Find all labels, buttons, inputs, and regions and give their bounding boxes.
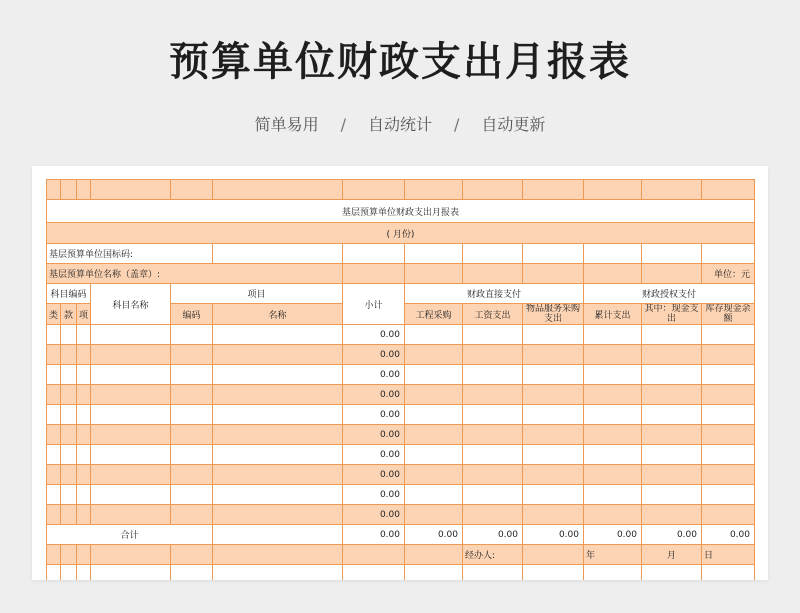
total-row: [47, 525, 755, 545]
unit-name-row: [47, 264, 755, 284]
row-subtotal-cell[interactable]: 0.00: [343, 465, 405, 485]
total-deposit-balance[interactable]: 0.00: [702, 525, 755, 545]
table-row: [47, 385, 755, 405]
header-name[interactable]: 名称: [213, 304, 343, 325]
header-cumulative[interactable]: 累计支出: [584, 304, 642, 325]
page-title: 预算单位财政支出月报表: [169, 39, 631, 85]
footer-row: [47, 545, 755, 565]
blank-top-row: [47, 180, 755, 200]
table-row: [47, 485, 755, 505]
month-row: [47, 223, 755, 244]
spreadsheet-card: [32, 166, 768, 580]
unit-code-label[interactable]: 基层预算单位国标码:: [47, 244, 213, 264]
header-subject-code[interactable]: 科目编码: [47, 284, 91, 304]
row-subtotal-cell[interactable]: 0.00: [343, 405, 405, 425]
total-engineering[interactable]: 0.00: [405, 525, 463, 545]
header-row-1: [47, 284, 755, 304]
handler-label[interactable]: 经办人:: [463, 545, 523, 565]
row-subtotal-cell[interactable]: 0.00: [343, 365, 405, 385]
header-wages[interactable]: 工资支出: [463, 304, 523, 325]
currency-unit-label[interactable]: 单位：元: [702, 264, 755, 284]
header-kuan[interactable]: 款: [61, 304, 77, 325]
table-row: [47, 505, 755, 525]
header-goods-services[interactable]: 物品服务采购支出: [523, 304, 584, 325]
total-cumulative[interactable]: 0.00: [584, 525, 642, 545]
total-goods-services[interactable]: 0.00: [523, 525, 584, 545]
table-row: [47, 445, 755, 465]
report-table: [46, 179, 755, 580]
total-label[interactable]: 合计: [47, 525, 213, 545]
header-project[interactable]: 项目: [171, 284, 343, 304]
sheet-title[interactable]: 基层预算单位财政支出月报表: [47, 200, 755, 223]
subtitle-separator: /: [340, 115, 346, 134]
table-row: [47, 405, 755, 425]
sheet-title-row: [47, 200, 755, 223]
row-subtotal-cell[interactable]: 0.00: [343, 345, 405, 365]
row-subtotal-cell[interactable]: 0.00: [343, 385, 405, 405]
header-xiang[interactable]: 项: [77, 304, 91, 325]
blank-bottom-row: [47, 565, 755, 581]
date-month-label[interactable]: 月: [642, 545, 702, 565]
unit-code-row: [47, 244, 755, 264]
table-row: [47, 345, 755, 365]
subtitle-item-easy: 简单易用: [254, 115, 319, 134]
table-row: [47, 365, 755, 385]
header-authorized-payment[interactable]: 财政授权支付: [584, 284, 755, 304]
subtitle-separator: /: [454, 115, 460, 134]
subtitle-item-auto-stats: 自动统计: [367, 115, 432, 134]
row-subtotal-cell[interactable]: 0.00: [343, 485, 405, 505]
page-subtitle: [0, 112, 800, 135]
date-day-label[interactable]: 日: [702, 545, 755, 565]
header-deposit-balance[interactable]: 库存现金余额: [702, 304, 755, 325]
header-subtotal[interactable]: 小计: [343, 284, 405, 325]
row-subtotal-cell[interactable]: 0.00: [343, 325, 405, 345]
total-subtotal[interactable]: 0.00: [343, 525, 405, 545]
unit-name-label[interactable]: 基层预算单位名称（盖章）:: [47, 264, 343, 284]
row-subtotal-cell[interactable]: 0.00: [343, 425, 405, 445]
subtitle-item-auto-update: 自动更新: [481, 115, 546, 134]
header-direct-payment[interactable]: 财政直接支付: [405, 284, 584, 304]
header-of-which-cash[interactable]: 其中：现金支出: [642, 304, 702, 325]
table-row: [47, 325, 755, 345]
header-engineering[interactable]: 工程采购: [405, 304, 463, 325]
month-cell[interactable]: ( 月份): [47, 223, 755, 244]
table-row: [47, 425, 755, 445]
header-code[interactable]: 编码: [171, 304, 213, 325]
header-lei[interactable]: 类: [47, 304, 61, 325]
total-wages[interactable]: 0.00: [463, 525, 523, 545]
date-year-label[interactable]: 年: [584, 545, 642, 565]
table-row: [47, 465, 755, 485]
row-subtotal-cell[interactable]: 0.00: [343, 505, 405, 525]
total-of-which-cash[interactable]: 0.00: [642, 525, 702, 545]
header-subject-name[interactable]: 科目名称: [91, 284, 171, 325]
row-subtotal-cell[interactable]: 0.00: [343, 445, 405, 465]
